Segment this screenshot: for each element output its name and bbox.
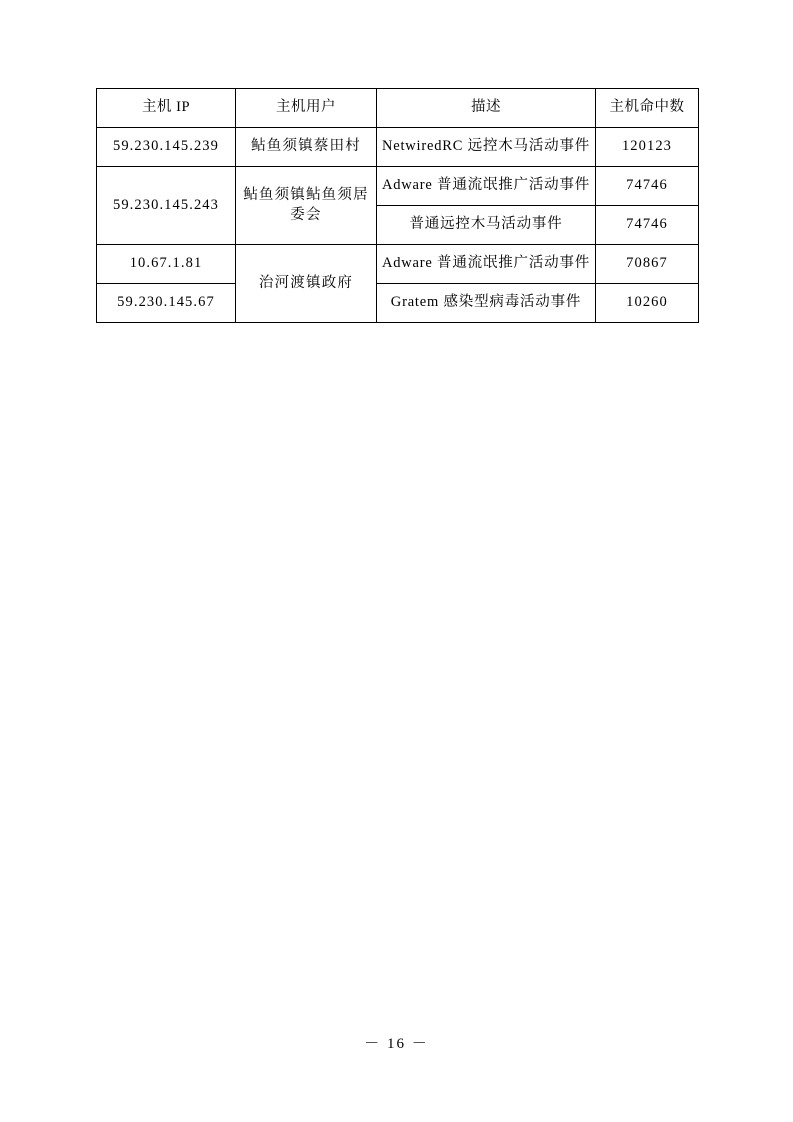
- cell-host-hits: 74746: [596, 167, 699, 206]
- cell-host-hits: 74746: [596, 206, 699, 245]
- cell-host-user: 鲇鱼须镇蔡田村: [236, 128, 377, 167]
- cell-host-ip: 10.67.1.81: [97, 245, 236, 284]
- cell-description: NetwiredRC 远控木马活动事件: [377, 128, 596, 167]
- table-body: [97, 128, 699, 323]
- table-row: [97, 284, 699, 323]
- host-events-table: [96, 88, 699, 323]
- cell-host-user: 鲇鱼须镇鲇鱼须居委会: [236, 167, 377, 245]
- cell-host-hits: 120123: [596, 128, 699, 167]
- column-header-host-ip: 主机 IP: [97, 89, 236, 128]
- cell-description: Gratem 感染型病毒活动事件: [377, 284, 596, 323]
- table-header-row: [97, 89, 699, 128]
- cell-host-ip: 59.230.145.239: [97, 128, 236, 167]
- cell-description: 普通远控木马活动事件: [377, 206, 596, 245]
- cell-host-user: 治河渡镇政府: [236, 245, 377, 323]
- table-row: [97, 245, 699, 284]
- table-row: [97, 128, 699, 167]
- cell-description: Adware 普通流氓推广活动事件: [377, 245, 596, 284]
- host-events-table-wrapper: [96, 88, 698, 323]
- cell-host-ip: 59.230.145.243: [97, 167, 236, 245]
- table-header: [97, 89, 699, 128]
- column-header-description: 描述: [377, 89, 596, 128]
- column-header-host-user: 主机用户: [236, 89, 377, 128]
- page-number: － 16 －: [364, 1036, 429, 1052]
- page-footer: [0, 1032, 793, 1053]
- cell-host-hits: 70867: [596, 245, 699, 284]
- cell-host-ip: 59.230.145.67: [97, 284, 236, 323]
- table-row: [97, 167, 699, 206]
- cell-description: Adware 普通流氓推广活动事件: [377, 167, 596, 206]
- column-header-host-hits: 主机命中数: [596, 89, 699, 128]
- cell-host-hits: 10260: [596, 284, 699, 323]
